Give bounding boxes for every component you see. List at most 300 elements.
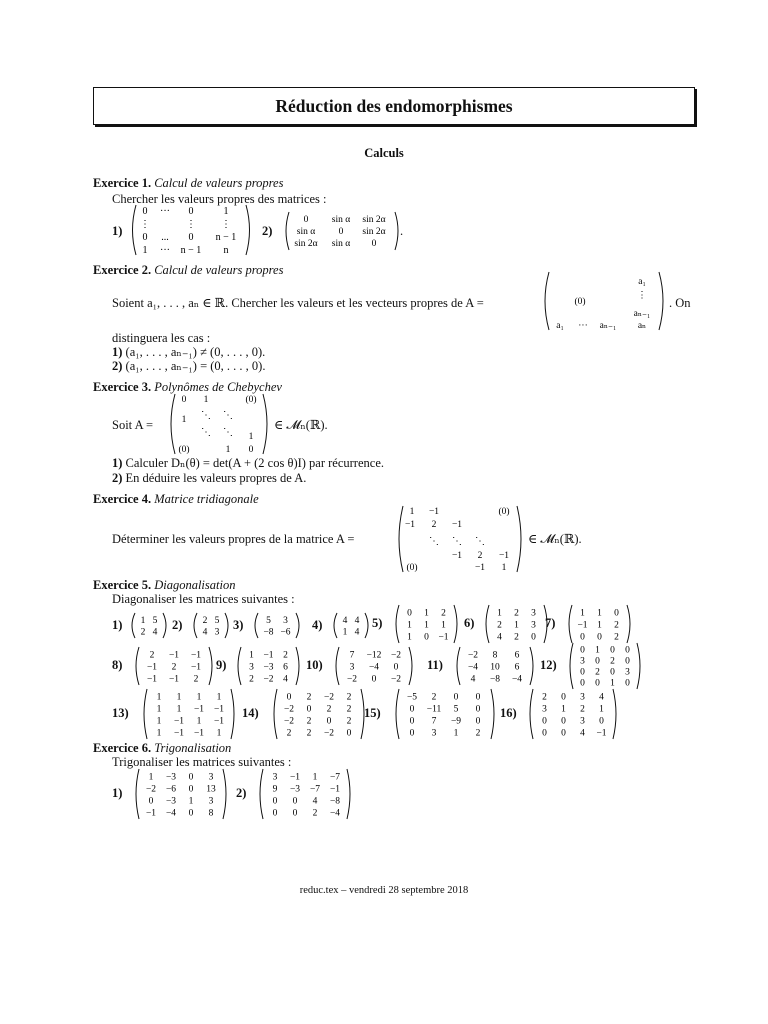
section-heading: Calculs — [364, 146, 404, 160]
matrix-cell: 2 — [346, 704, 352, 715]
m-cell: 0 — [248, 445, 254, 455]
matrix-cell: 4 — [599, 692, 604, 703]
m-cell: 1 — [181, 415, 187, 425]
exercise-5-item-10-number: 10) — [306, 658, 323, 672]
m-cell: (0) — [574, 297, 586, 307]
matrix-cell: 3 — [249, 662, 254, 673]
question-1-text: Calculer Dₙ(θ) = det(A + (2 cos θ)I) par récurrence. — [125, 456, 384, 470]
matrix-cell: 1 — [580, 608, 585, 619]
exercise-1-matrix-1 — [128, 203, 254, 257]
matrix-cell: 0 — [561, 716, 566, 727]
matrix-cell: 0 — [614, 608, 619, 619]
matrix-parenthesis — [238, 647, 241, 685]
matrix-cell: 0 — [610, 645, 615, 656]
matrix-cell: 0 — [597, 632, 602, 643]
exercise-3-question-2 — [112, 471, 306, 486]
matrix-cell: −1 — [213, 716, 225, 727]
m1-cell: 1 — [223, 206, 229, 217]
matrix-cell: 13 — [206, 784, 216, 795]
matrix-cell: 2 — [542, 692, 547, 703]
exercise-5-item-4-matrix — [330, 612, 372, 639]
matrix-cell: 1 — [249, 650, 254, 661]
exercise-5-item-7-number: 7) — [545, 616, 556, 630]
matrix-cell: 1 — [453, 728, 459, 739]
m-cell: (0) — [498, 507, 510, 517]
matrix-cell: 2 — [497, 620, 502, 631]
m-cell: aₙ — [637, 321, 647, 331]
m-cell: 1 — [203, 395, 209, 405]
m-cell: 0 — [181, 395, 187, 405]
matrix-cell: −2 — [283, 716, 295, 727]
matrix-cell: 1 — [312, 772, 318, 783]
matrix-cell: −3 — [165, 772, 177, 783]
matrix-cell: 1 — [424, 608, 429, 619]
exercise-6-subtitle: Trigonalisation — [154, 741, 232, 755]
m1-cell: 0 — [142, 232, 148, 243]
matrix-cell: −1 — [168, 674, 180, 685]
matrix-cell: 3 — [580, 656, 585, 667]
matrix-cell: 1 — [148, 772, 154, 783]
matrix-cell: −1 — [146, 662, 158, 673]
matrix-cell: 2 — [306, 716, 312, 727]
case-2-text: (a₁, . . . , aₙ₋₁) = (0, . . . , 0). — [125, 359, 266, 373]
matrix-cell: 1 — [156, 692, 162, 703]
matrix-cell: 0 — [580, 645, 585, 656]
matrix-cell: 2 — [580, 704, 585, 715]
exercise-5-item-14-matrix — [270, 688, 368, 740]
exercise-5-item-12-number: 12) — [540, 658, 557, 672]
document-title: Réduction des endomorphismes — [275, 95, 513, 116]
matrix-cell: 3 — [283, 615, 288, 626]
m-cell: ⋱ — [201, 410, 211, 421]
exercise-5-item-1-number: 1) — [112, 617, 123, 632]
matrix-parenthesis — [457, 647, 460, 685]
m-cell: 1 — [501, 563, 507, 573]
matrix-cell: 1 — [176, 704, 182, 715]
m-cell: −1 — [498, 551, 510, 561]
matrix-cell: 1 — [216, 728, 222, 739]
matrix-cell: −1 — [213, 704, 225, 715]
matrix-cell: −1 — [193, 704, 205, 715]
exercise-3-matrix — [166, 392, 272, 456]
matrix-parenthesis — [454, 605, 457, 643]
matrix-parenthesis — [296, 613, 299, 638]
exercise-5-item-2-matrix — [190, 612, 232, 639]
exercise-5-item-15-matrix — [392, 688, 498, 740]
matrix-cell: 2 — [306, 692, 312, 703]
matrix-cell: −1 — [145, 808, 157, 819]
exercise-6-label: Exercice 6. — [93, 741, 152, 755]
matrix-cell: 0 — [531, 632, 536, 643]
matrix-cell: 3 — [272, 772, 278, 783]
matrix-cell: −12 — [366, 650, 382, 661]
matrix-cell: 0 — [292, 808, 298, 819]
matrix-cell: 3 — [531, 620, 536, 631]
matrix-cell: 2 — [514, 608, 519, 619]
matrix-cell: 1 — [597, 620, 602, 631]
m2-cell: 0 — [338, 227, 344, 237]
matrix-parenthesis — [334, 613, 337, 638]
matrix-cell: 2 — [312, 808, 318, 819]
exercise-2-matrix — [540, 270, 668, 332]
matrix-cell: 2 — [283, 650, 288, 661]
document-title-box — [93, 87, 695, 125]
matrix-cell: 0 — [409, 728, 415, 739]
matrix-cell: 4 — [283, 674, 288, 685]
exercise-5-item-2-number: 2) — [172, 617, 183, 632]
matrix-cell: −4 — [165, 808, 177, 819]
matrix-parenthesis — [530, 689, 533, 739]
exercise-5-item-4-number: 4) — [312, 617, 323, 632]
matrix-cell: −11 — [426, 704, 442, 715]
matrix-parenthesis — [132, 613, 135, 638]
matrix-parenthesis — [570, 643, 573, 689]
matrix-cell: 1 — [342, 627, 348, 638]
exercise-5-intro: Diagonaliser les matrices suivantes : — [112, 592, 295, 606]
m-cell: ⋱ — [201, 427, 211, 438]
exercise-5-item-8-number: 8) — [112, 658, 123, 672]
matrix-cell: −1 — [173, 716, 185, 727]
m2-cell: sin α — [331, 239, 351, 249]
exercise-4-subtitle: Matrice tridiagonale — [154, 492, 259, 506]
matrix-cell: 0 — [292, 796, 298, 807]
m1-cell: ⋮ — [186, 219, 196, 230]
matrix-cell: 7 — [349, 650, 355, 661]
m-cell: 1 — [248, 432, 254, 442]
m-cell: ⋱ — [452, 536, 462, 547]
matrix-cell: 3 — [531, 608, 536, 619]
matrix-cell: 2 — [614, 632, 619, 643]
matrix-parenthesis — [396, 689, 399, 739]
exercise-5-subtitle: Diagonalisation — [154, 578, 236, 592]
matrix-cell: 9 — [272, 784, 278, 795]
exercise-2-continuation: . On — [669, 296, 691, 310]
matrix-cell: 2 — [514, 632, 519, 643]
m-cell: (0) — [178, 445, 190, 455]
matrix-cell: 2 — [171, 662, 177, 673]
m2-cell: sin 2α — [294, 239, 318, 249]
exercise-5-item-15-number: 15) — [364, 706, 381, 720]
m-cell: −1 — [451, 520, 463, 530]
matrix-cell: −4 — [467, 662, 479, 673]
exercise-5-item-16-matrix — [526, 688, 620, 740]
matrix-cell: −2 — [323, 692, 335, 703]
matrix-cell: −7 — [329, 772, 341, 783]
exercise-5-item-16-number: 16) — [500, 706, 517, 720]
matrix-cell: 1 — [188, 796, 194, 807]
matrix-cell: 4 — [354, 627, 360, 638]
matrix-cell: −1 — [596, 728, 607, 739]
exercise-5-item-13-matrix — [140, 688, 238, 740]
m1-cell: 0 — [142, 206, 148, 217]
matrix-parenthesis — [569, 605, 572, 643]
m2-cell: sin 2α — [362, 215, 386, 225]
matrix-cell: 4 — [312, 796, 318, 807]
matrix-cell: 0 — [580, 667, 585, 678]
matrix-cell: 4 — [580, 728, 585, 739]
matrix-parenthesis — [163, 613, 166, 638]
m-cell: −1 — [404, 520, 416, 530]
exercise-5-item-5-number: 5) — [372, 616, 383, 630]
m1-cell: ⋮ — [140, 219, 150, 230]
matrix-cell: −6 — [280, 627, 291, 638]
question-2-text: En déduire les valeurs propres de A. — [125, 471, 307, 485]
m-cell: −1 — [451, 551, 463, 561]
matrix-cell: 2 — [140, 627, 146, 638]
matrix-cell: 0 — [580, 632, 585, 643]
matrix-cell: −3 — [263, 662, 274, 673]
matrix-cell: 2 — [346, 692, 352, 703]
matrix-parenthesis — [136, 769, 139, 819]
m-cell: −1 — [474, 563, 486, 573]
exercise-2-label: Exercice 2. — [93, 263, 152, 277]
exercise-6-item-1-matrix — [132, 768, 230, 820]
matrix-cell: 0 — [561, 692, 566, 703]
matrix-parenthesis — [144, 689, 147, 739]
matrix-cell: 0 — [453, 692, 459, 703]
exercise-1-intro: Chercher les valeurs propres des matrices : — [112, 192, 327, 206]
matrix-cell: −8 — [489, 674, 501, 685]
matrix-cell: −2 — [390, 650, 402, 661]
matrix-cell: 6 — [514, 650, 520, 661]
exercise-5-item-8-matrix — [132, 646, 216, 686]
matrix-cell: 1 — [561, 704, 566, 715]
m-cell: ⋱ — [429, 536, 439, 547]
matrix-cell: −5 — [406, 692, 418, 703]
exercise-3-label: Exercice 3. — [93, 380, 152, 394]
case-1-text: (a₁, . . . , aₙ₋₁) ≠ (0, . . . , 0). — [125, 345, 266, 359]
matrix-cell: 2 — [326, 704, 332, 715]
matrix-cell: 0 — [371, 674, 377, 685]
matrix-cell: −2 — [467, 650, 479, 661]
case-1-number: 1) — [112, 345, 123, 359]
matrix-cell: 0 — [475, 692, 481, 703]
matrix-cell: −9 — [450, 716, 462, 727]
matrix-parenthesis — [491, 689, 494, 739]
exercise-1-subtitle: Calcul de valeurs propres — [154, 176, 284, 190]
m-cell: 2 — [431, 520, 437, 530]
matrix-parenthesis — [194, 613, 197, 638]
matrix-cell: 1 — [595, 645, 600, 656]
exercise-1-item-2-number: 2) — [262, 224, 273, 238]
m-cell: 1 — [409, 507, 415, 517]
matrix-cell: 6 — [283, 662, 288, 673]
exercise-4-lead: Déterminer les valeurs propres de la matrice A = — [112, 532, 355, 546]
matrix-cell: 5 — [266, 615, 271, 626]
matrix-cell: −2 — [323, 728, 335, 739]
m-cell: 1 — [225, 445, 231, 455]
matrix-cell: 4 — [202, 627, 208, 638]
m-cell: ⋱ — [223, 427, 233, 438]
matrix-cell: −4 — [368, 662, 380, 673]
matrix-cell: −1 — [190, 650, 202, 661]
exercise-5-item-13-number: 13) — [112, 706, 129, 720]
matrix-cell: 0 — [272, 796, 278, 807]
exercise-2-cases-intro: distinguera les cas : — [112, 331, 211, 345]
matrix-cell: 2 — [610, 656, 615, 667]
matrix-cell: 1 — [599, 704, 604, 715]
exercise-2-heading — [93, 263, 283, 278]
matrix-cell: −1 — [193, 728, 205, 739]
matrix-cell: 0 — [475, 704, 481, 715]
m1-cell: 0 — [188, 232, 194, 243]
matrix-cell: −1 — [146, 674, 158, 685]
matrix-cell: 1 — [156, 704, 162, 715]
exercise-5-item-9-number: 9) — [216, 658, 227, 672]
matrix-parenthesis — [627, 605, 630, 643]
matrix-cell: 1 — [497, 608, 502, 619]
m1-cell: n − 1 — [180, 245, 202, 256]
m1-cell: 1 — [142, 245, 148, 256]
question-2-number: 2) — [112, 471, 123, 485]
matrix-parenthesis — [296, 647, 299, 685]
exercise-2-statement: Soient a₁, . . . , aₙ ∈ ℝ. Chercher les valeurs et les vecteurs propres de A = — [112, 296, 484, 310]
matrix-cell: 1 — [216, 692, 222, 703]
matrix-cell: 0 — [475, 716, 481, 727]
matrix-parenthesis — [613, 689, 616, 739]
exercise-1-heading — [93, 176, 283, 191]
m1-cell: n — [223, 245, 229, 256]
exercise-6-item-1-number: 1) — [112, 786, 123, 800]
matrix-cell: −1 — [190, 662, 202, 673]
matrix-parenthesis — [274, 689, 277, 739]
m-cell: aₙ₋₁ — [633, 309, 651, 319]
m1-cell: n − 1 — [215, 232, 237, 243]
m2-cell: 0 — [371, 239, 377, 249]
exercise-5-item-3-matrix — [251, 612, 303, 639]
exercise-5-item-10-matrix — [332, 646, 416, 686]
matrix-cell: 1 — [407, 620, 412, 631]
matrix-cell: −6 — [165, 784, 177, 795]
matrix-cell: 0 — [424, 632, 429, 643]
exercise-5-item-14-number: 14) — [242, 706, 259, 720]
matrix-cell: −1 — [173, 728, 185, 739]
m1-cell: ··· — [160, 245, 170, 256]
matrix-cell: 2 — [595, 667, 600, 678]
matrix-cell: 0 — [188, 784, 194, 795]
exercise-3-lead: Soit A = — [112, 418, 154, 432]
matrix-cell: −1 — [329, 784, 341, 795]
matrix-cell: 1 — [610, 678, 615, 689]
matrix-cell: 0 — [595, 678, 600, 689]
matrix-parenthesis — [365, 613, 368, 638]
exercise-5-item-5-matrix — [392, 604, 461, 644]
matrix-parenthesis — [347, 769, 350, 819]
matrix-cell: 2 — [306, 728, 312, 739]
matrix-cell: 4 — [152, 627, 158, 638]
matrix-cell: 5 — [453, 704, 459, 715]
exercise-5-item-6-matrix — [482, 604, 551, 644]
matrix-cell: 3 — [214, 627, 220, 638]
m-cell: ··· — [578, 321, 588, 331]
matrix-parenthesis — [637, 643, 640, 689]
m-cell: a₁ — [556, 321, 564, 331]
exercise-1-item-1-number: 1) — [112, 224, 123, 238]
matrix-cell: 2 — [475, 728, 481, 739]
m2-cell: sin 2α — [362, 227, 386, 237]
matrix-cell: 2 — [193, 674, 199, 685]
exercise-5-item-9-matrix — [234, 646, 303, 686]
exercise-5-item-12-matrix — [566, 642, 644, 690]
matrix-cell: 1 — [424, 620, 429, 631]
matrix-cell: 0 — [561, 728, 566, 739]
exercise-6-item-2-number: 2) — [236, 786, 247, 800]
matrix-cell: 1 — [156, 728, 162, 739]
matrix-cell: 2 — [614, 620, 619, 631]
m1-cell: ... — [161, 232, 169, 243]
matrix-parenthesis — [136, 647, 139, 685]
matrix-cell: −8 — [329, 796, 341, 807]
exercise-5-heading — [93, 578, 235, 593]
m-cell: ⋱ — [475, 536, 485, 547]
matrix-cell: 2 — [202, 615, 208, 626]
matrix-cell: −4 — [511, 674, 523, 685]
matrix-cell: −1 — [577, 620, 588, 631]
exercise-3-subtitle: Polynômes de Chebychev — [154, 380, 282, 394]
matrix-parenthesis — [396, 605, 399, 643]
m2-cell: 0 — [303, 215, 309, 225]
matrix-cell: 1 — [196, 692, 202, 703]
matrix-cell: 4 — [354, 615, 360, 626]
matrix-cell: 1 — [140, 615, 146, 626]
matrix-cell: 6 — [514, 662, 520, 673]
exercise-5-item-7-matrix — [565, 604, 634, 644]
exercise-2-subtitle: Calcul de valeurs propres — [154, 263, 284, 277]
matrix-cell: 5 — [152, 615, 158, 626]
matrix-parenthesis — [223, 769, 226, 819]
matrix-cell: 0 — [595, 656, 600, 667]
matrix-cell: 1 — [514, 620, 519, 631]
m1-cell: ··· — [160, 206, 170, 217]
matrix-cell: 10 — [490, 662, 500, 673]
matrix-cell: 3 — [208, 796, 214, 807]
matrix-cell: 8 — [492, 650, 498, 661]
m-cell: aₙ₋₁ — [599, 321, 617, 331]
matrix-cell: −2 — [145, 784, 157, 795]
exercise-5-item-11-matrix — [453, 646, 537, 686]
matrix-cell: 1 — [156, 716, 162, 727]
matrix-cell: 2 — [441, 608, 446, 619]
matrix-cell: 0 — [625, 645, 630, 656]
matrix-cell: 0 — [286, 692, 292, 703]
matrix-cell: −1 — [263, 650, 274, 661]
matrix-cell: 0 — [542, 728, 547, 739]
matrix-cell: 4 — [342, 615, 348, 626]
m2-cell: sin α — [296, 227, 316, 237]
matrix-parenthesis — [231, 689, 234, 739]
matrix-cell: 0 — [599, 716, 604, 727]
matrix-cell: 0 — [346, 728, 352, 739]
matrix-parenthesis — [209, 647, 212, 685]
matrix-cell: −1 — [438, 632, 449, 643]
matrix-parenthesis — [225, 613, 228, 638]
matrix-parenthesis — [336, 647, 339, 685]
matrix-cell: 0 — [409, 716, 415, 727]
exercise-2-case-2 — [112, 359, 265, 374]
m-cell: −1 — [428, 507, 440, 517]
exercise-3-tail: ∈ 𝓜ₙ(ℝ). — [274, 418, 328, 432]
matrix-parenthesis — [409, 647, 412, 685]
matrix-cell: −2 — [390, 674, 402, 685]
exercise-5-item-1-matrix — [128, 612, 170, 639]
m-cell: (0) — [406, 563, 418, 573]
matrix-cell: 1 — [196, 716, 202, 727]
matrix-cell: 1 — [441, 620, 446, 631]
exercise-3-question-1 — [112, 456, 384, 471]
m-cell: ⋱ — [223, 410, 233, 421]
m1-cell: 0 — [188, 206, 194, 217]
exercise-2-case-1 — [112, 345, 265, 360]
